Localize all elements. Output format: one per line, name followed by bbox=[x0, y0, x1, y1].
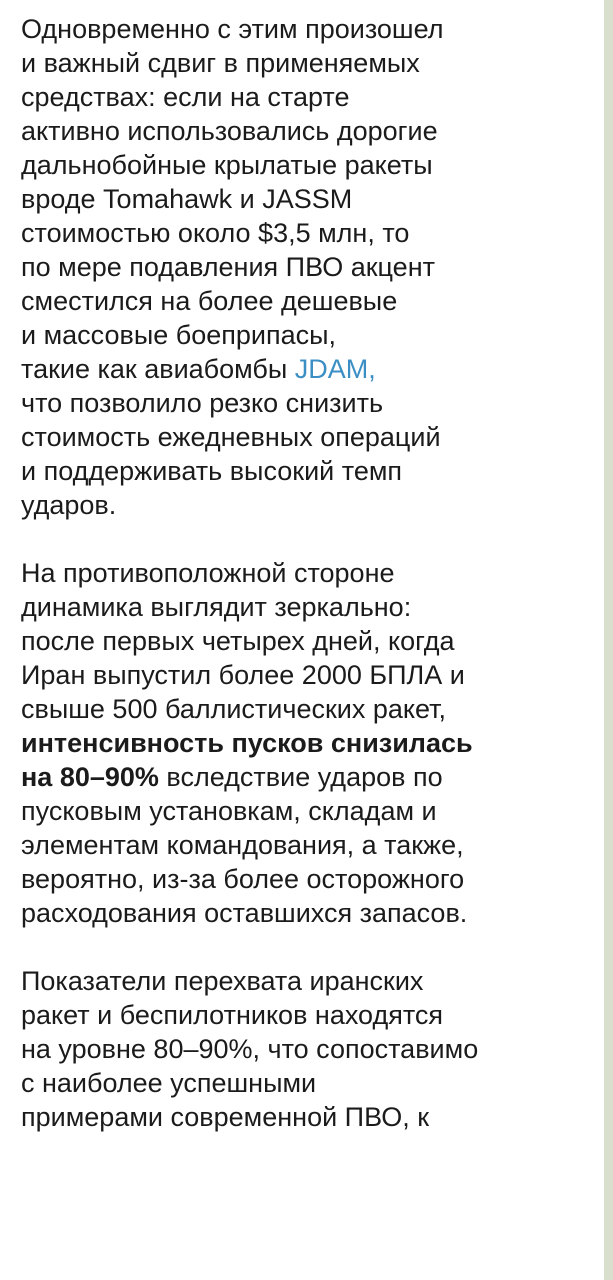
paragraph-spacer bbox=[21, 930, 604, 964]
message-paragraph-3 bbox=[21, 964, 604, 1134]
paragraph-spacer bbox=[21, 522, 604, 556]
paragraph-1-text-end: что позволило резко снизить стоимость ежедневных операций и поддерживать высокий темп ударов. bbox=[21, 388, 441, 520]
message-paragraph-1 bbox=[21, 12, 604, 522]
paragraph-3-text: Показатели перехвата иранских ракет и беспилотников находятся на уровне 80–90%, что сопоставимо с наиболее успешными примерами современной ПВО, к bbox=[21, 966, 479, 1132]
paragraph-2-text-start: На противоположной стороне динамика выглядит зеркально: после первых четырех дней, когда Иран выпустил более 2000 БПЛА и свыше 500 баллистических ракет, bbox=[21, 558, 465, 724]
jdam-link[interactable]: JDAM, bbox=[294, 354, 376, 384]
message-paragraph-2 bbox=[21, 556, 604, 930]
paragraph-2-bold-text: интенсивность пусков снизилась на 80–90% bbox=[21, 728, 473, 792]
paragraph-1-text-start: Одновременно с этим произошел и важный сдвиг в применяемых средствах: если на старте активно использовались дорогие дальнобойные крылатые ракеты вроде Tomahawk и JASSM стоимостью около $3,5 млн, то по мере подавления ПВО акцент сместился на более дешевые и массовые боеприпасы, такие как авиабомбы bbox=[21, 14, 444, 384]
paragraph-2-text-end: вследствие ударов по пусковым установкам, складам и элементам командования, а также, вероятно, из-за более осторожного расходования оставшихся запасов. bbox=[21, 762, 468, 928]
